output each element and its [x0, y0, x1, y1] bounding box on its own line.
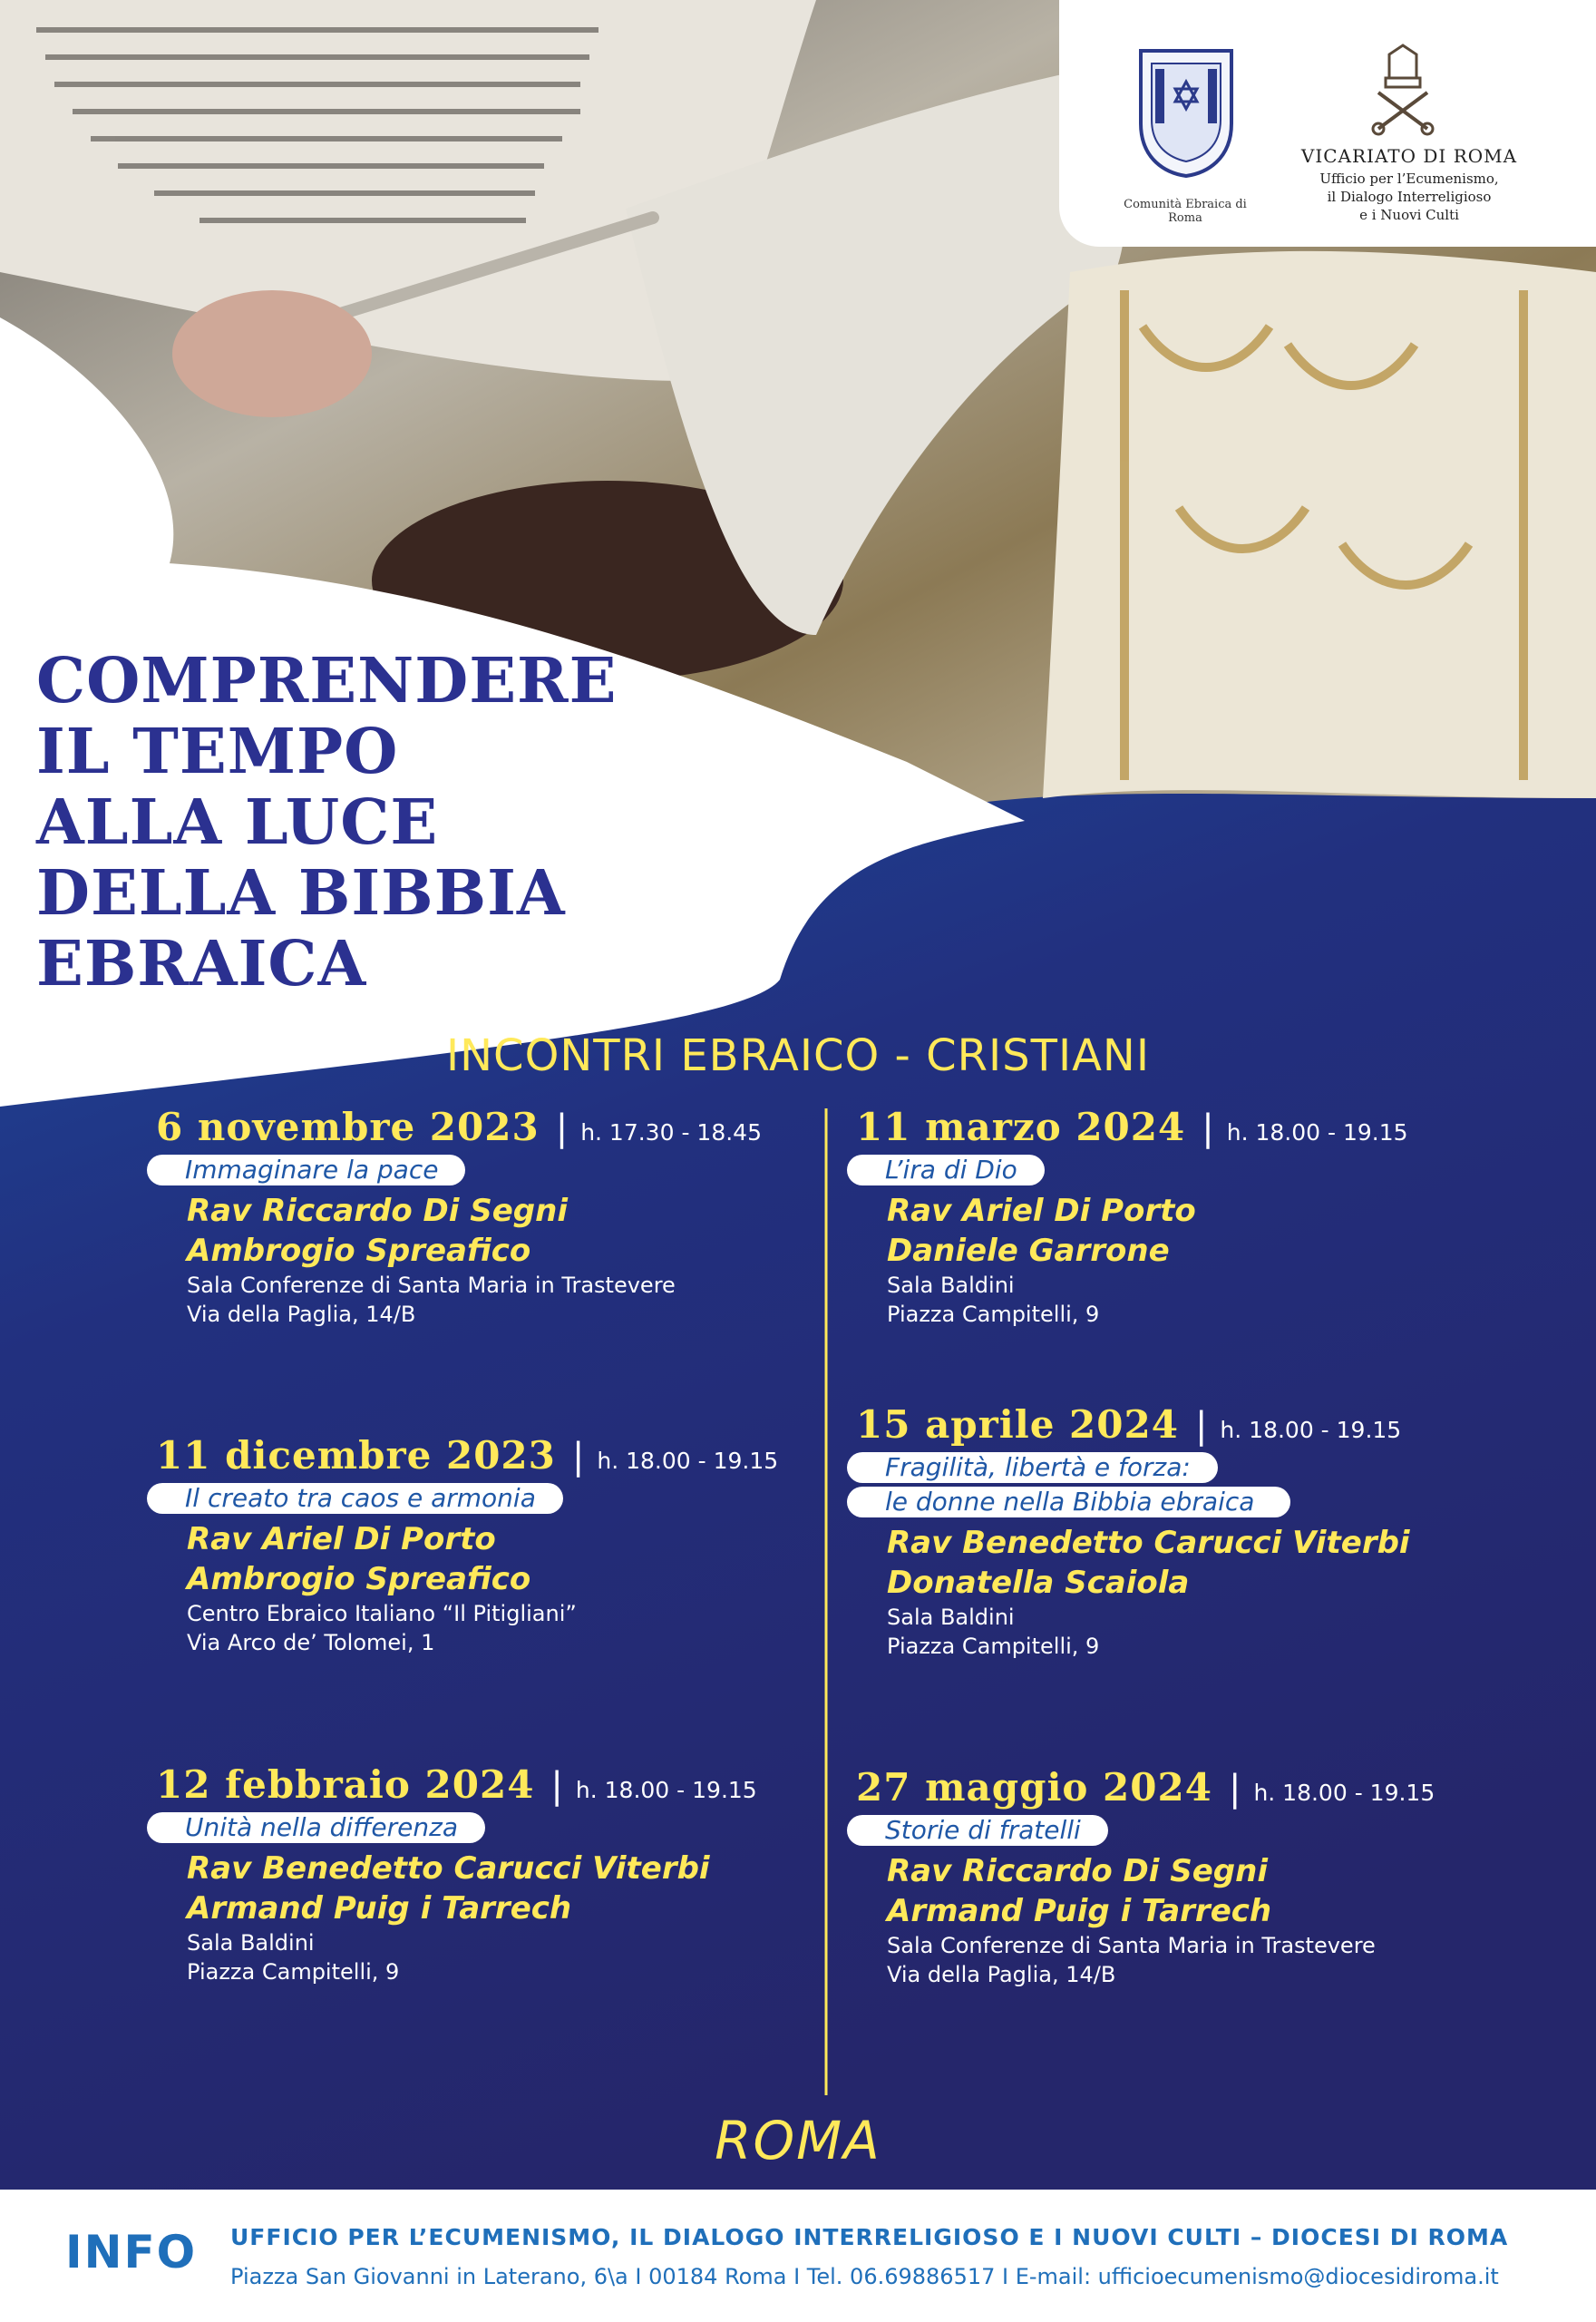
event-december: [156, 1433, 845, 1657]
event-march: [856, 1105, 1545, 1329]
event-venue: Sala Baldini: [187, 1930, 315, 1956]
event-time: h. 18.00 - 19.15: [597, 1448, 779, 1474]
event-topic: Immaginare la pace: [147, 1155, 465, 1185]
separator: |: [550, 1765, 563, 1807]
info-label: INFO: [65, 2226, 198, 2278]
event-february: [156, 1762, 845, 1986]
event-address: Via della Paglia, 14/B: [187, 1302, 416, 1327]
separator: |: [1228, 1768, 1241, 1810]
speaker-name: Rav Benedetto Carucci Viterbi: [187, 1850, 710, 1887]
event-date: 15 aprile 2024: [856, 1402, 1179, 1447]
office-contacts: Piazza San Giovanni in Laterano, 6\a I 00184 Roma I Tel. 06.69886517 I E-mail: ufficioecumenismo@diocesidiroma.it: [230, 2264, 1499, 2289]
separator: |: [1194, 1405, 1208, 1447]
event-venue: Sala Conferenze di Santa Maria in Trastevere: [187, 1273, 676, 1298]
event-address: Piazza Campitelli, 9: [887, 1634, 1100, 1659]
event-venue: Centro Ebraico Italiano “Il Pitigliani”: [187, 1601, 577, 1626]
event-topic: Storie di fratelli: [847, 1815, 1108, 1846]
event-time: h. 18.00 - 19.15: [1226, 1119, 1408, 1146]
poster-title: [36, 646, 762, 1000]
vicariato-title: VICARIATO DI ROMA: [1300, 145, 1518, 167]
event-address: Piazza Campitelli, 9: [887, 1302, 1100, 1327]
speaker-name: Daniele Garrone: [887, 1233, 1170, 1269]
community-crest-icon: [1134, 42, 1239, 178]
title-line: IL TEMPO: [36, 716, 399, 788]
vicariato-office-line: Ufficio per l’Ecumenismo,: [1319, 171, 1499, 187]
speaker-name: Rav Riccardo Di Segni: [187, 1193, 568, 1229]
event-time: h. 18.00 - 19.15: [575, 1777, 757, 1803]
event-date: 12 febbraio 2024: [156, 1762, 535, 1807]
speaker-name: Rav Ariel Di Porto: [187, 1521, 496, 1557]
event-date: 6 novembre 2023: [156, 1105, 540, 1149]
event-time: h. 18.00 - 19.15: [1220, 1417, 1402, 1443]
community-logo-caption: Comunità Ebraica di Roma: [1124, 198, 1247, 225]
speaker-name: Ambrogio Spreafico: [187, 1233, 531, 1269]
speaker-name: Rav Benedetto Carucci Viterbi: [887, 1525, 1410, 1561]
series-subtitle: INCONTRI EBRAICO - CRISTIANI: [445, 1030, 1150, 1081]
speaker-name: Rav Ariel Di Porto: [887, 1193, 1196, 1229]
event-venue: Sala Baldini: [887, 1605, 1015, 1630]
title-line: EBRAICA: [36, 928, 367, 1000]
separator: |: [555, 1107, 569, 1149]
speaker-name: Armand Puig i Tarrech: [887, 1893, 1272, 1929]
event-address: Via Arco de’ Tolomei, 1: [187, 1630, 435, 1655]
separator: |: [1202, 1107, 1214, 1149]
speaker-name: Ambrogio Spreafico: [187, 1561, 531, 1597]
event-time: h. 17.30 - 18.45: [580, 1119, 762, 1146]
event-date: 27 maggio 2024: [856, 1765, 1212, 1810]
event-topic: Fragilità, libertà e forza:: [847, 1452, 1218, 1483]
event-venue: Sala Baldini: [887, 1273, 1015, 1298]
event-venue: Sala Conferenze di Santa Maria in Trastevere: [887, 1933, 1376, 1958]
event-november: [156, 1105, 845, 1329]
hand: [172, 290, 372, 417]
vicariato-office-line: e i Nuovi Culti: [1359, 207, 1459, 223]
separator: |: [571, 1436, 585, 1478]
event-april: [856, 1402, 1545, 1661]
event-date: 11 dicembre 2023: [156, 1433, 556, 1478]
speaker-name: Rav Riccardo Di Segni: [887, 1853, 1268, 1889]
city-name: ROMA: [715, 2110, 881, 2171]
event-address: Piazza Campitelli, 9: [187, 1959, 400, 1985]
vicariato-office-line: il Dialogo Interreligioso: [1327, 189, 1492, 205]
event-topic: le donne nella Bibbia ebraica: [847, 1487, 1290, 1517]
info-footer: [0, 2190, 1596, 2322]
event-topic: Il creato tra caos e armonia: [147, 1483, 563, 1514]
event-address: Via della Paglia, 14/B: [887, 1962, 1116, 1987]
event-topic: L’ira di Dio: [847, 1155, 1045, 1185]
title-line: ALLA LUCE: [36, 786, 439, 859]
office-name: UFFICIO PER L’ECUMENISMO, IL DIALOGO INTERRELIGIOSO E I NUOVI CULTI – DIOCESI DI ROMA: [230, 2224, 1509, 2250]
event-topic: Unità nella differenza: [147, 1812, 485, 1843]
event-may: [856, 1765, 1545, 1989]
title-line: COMPRENDERE: [36, 645, 618, 717]
title-line: DELLA BIBBIA: [36, 857, 566, 930]
event-time: h. 18.00 - 19.15: [1253, 1780, 1435, 1806]
event-date: 11 marzo 2024: [856, 1105, 1186, 1149]
vatican-keys-crest-icon: [1366, 42, 1440, 136]
speaker-name: Armand Puig i Tarrech: [187, 1890, 572, 1927]
speaker-name: Donatella Scaiola: [887, 1565, 1190, 1601]
